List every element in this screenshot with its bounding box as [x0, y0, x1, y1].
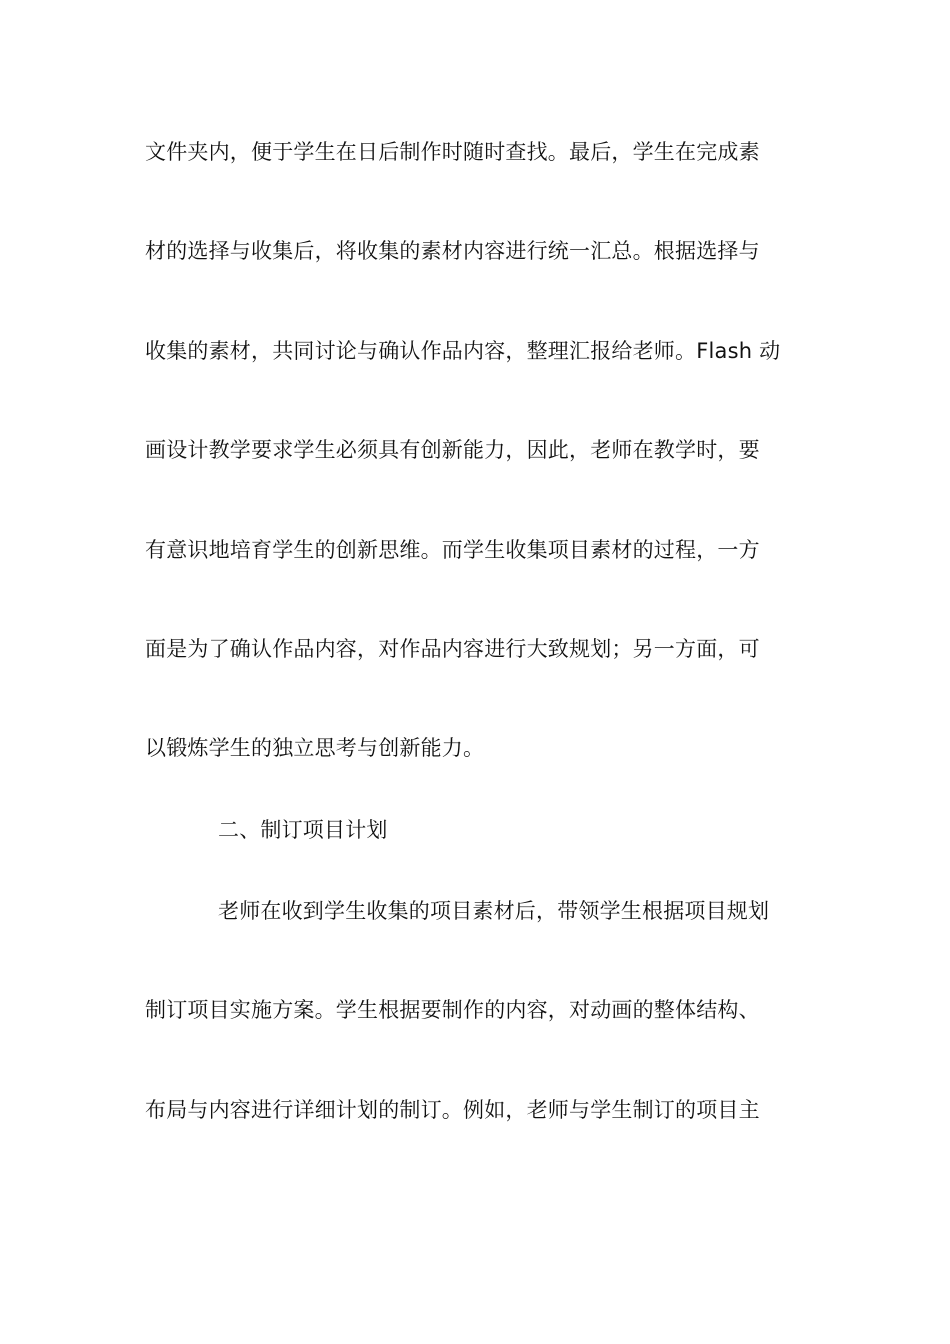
body-text-line: 制订项目实施方案。学生根据要制作的内容，对动画的整体结构、 — [145, 998, 760, 1022]
body-text-line: 以锻炼学生的独立思考与创新能力。 — [145, 736, 485, 760]
body-text-line: 老师在收到学生收集的项目素材后，带领学生根据项目规划 — [218, 899, 770, 923]
body-text-line: 面是为了确认作品内容，对作品内容进行大致规划；另一方面，可 — [145, 637, 760, 661]
body-text-line: 材的选择与收集后，将收集的素材内容进行统一汇总。根据选择与 — [145, 239, 760, 263]
body-text-line: 收集的素材，共同讨论与确认作品内容，整理汇报给老师。Flash 动 — [145, 339, 781, 363]
body-text-line: 文件夹内，便于学生在日后制作时随时查找。最后，学生在完成素 — [145, 140, 760, 164]
section-heading: 二、制订项目计划 — [218, 818, 388, 842]
body-text-line: 布局与内容进行详细计划的制订。例如，老师与学生制订的项目主 — [145, 1098, 760, 1122]
body-text-line: 有意识地培育学生的创新思维。而学生收集项目素材的过程，一方 — [145, 538, 760, 562]
body-text-line: 画设计教学要求学生必须具有创新能力，因此，老师在教学时，要 — [145, 438, 760, 462]
